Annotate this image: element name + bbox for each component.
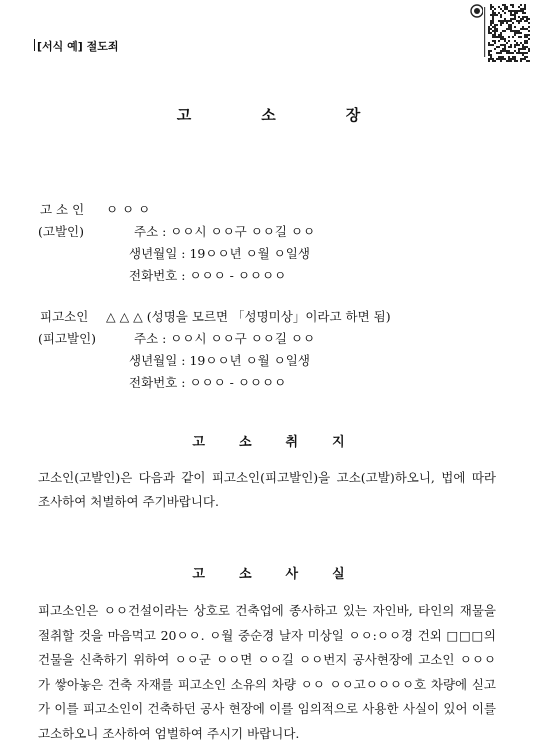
facts-title xyxy=(0,563,537,582)
purpose-body: 고소인(고발인)은 다음과 같이 피고소인(피고발인)을 고소(고발)하오니, 법에 따라 조사하여 처벌하여 주기바랍니다. xyxy=(38,470,496,509)
complainant-label: 고 소 인 xyxy=(40,202,85,217)
purpose-title xyxy=(0,431,537,450)
accused-birth: 생년월일 : 19ㅇㅇ년 ㅇ월 ㅇ일생 xyxy=(129,353,310,368)
form-label xyxy=(34,38,118,54)
form-label-text: [서식 예] 절도죄 xyxy=(37,40,119,53)
title-char: 고 xyxy=(176,106,192,124)
title-char: 소 xyxy=(261,106,276,124)
accused-phone: 전화번호 : ㅇㅇㅇ - ㅇㅇㅇㅇ xyxy=(129,375,287,390)
section-char: 사 xyxy=(285,567,299,582)
accused-address: 주소 : ㅇㅇ시 ㅇㅇ구 ㅇㅇ길 ㅇㅇ xyxy=(134,331,316,346)
left-bracket-bar xyxy=(34,39,35,51)
qr-code-stamp xyxy=(470,2,532,64)
accused-label: 피고소인 xyxy=(40,309,89,324)
complainant-name: ㅇ ㅇ ㅇ xyxy=(106,202,151,217)
facts-body: 피고소인은 ㅇㅇ건설이라는 상호로 건축업에 종사하고 있는 자인바, 타인의 재물을 절취할 것을 마음먹고 20ㅇㅇ. ㅇ월 중순경 날자 미상일 ㅇㅇ:ㅇㅇ경 건외 □□□의 건물을 신축하기 위하여 ㅇㅇ군 ㅇㅇ면 ㅇㅇ길 ㅇㅇ번지 공사현장에 고소인 ㅇㅇㅇ가 쌓아놓은 건축 자재를 피고소인 소유의 차량 ㅇㅇ ㅇㅇ고ㅇㅇㅇㅇ호 차량에 싣고 가 이를 피고소인이 건축하던 공사 현장에 이를 임의적으로 사용한 사실이 있어 이를 고소하오니 조사하여 엄벌하여 주시기 바랍니다. xyxy=(38,603,496,741)
accused-name: △ △ △ (성명을 모르면 「성명미상」이라고 하면 됨) xyxy=(106,309,391,324)
document-title xyxy=(0,104,537,125)
section-char: 취 xyxy=(285,435,299,450)
section-char: 소 xyxy=(238,435,252,450)
section-char: 소 xyxy=(238,567,252,582)
complainant-birth: 생년월일 : 19ㅇㅇ년 ㅇ월 ㅇ일생 xyxy=(129,246,310,261)
section-char: 실 xyxy=(332,567,345,582)
title-char: 장 xyxy=(345,106,361,124)
complainant-sub-label: (고발인) xyxy=(38,224,84,239)
complainant-address: 주소 : ㅇㅇ시 ㅇㅇ구 ㅇㅇ길 ㅇㅇ xyxy=(134,224,316,239)
section-char: 고 xyxy=(192,567,205,582)
section-char: 지 xyxy=(332,435,345,450)
accused-sub-label: (피고발인) xyxy=(38,331,97,346)
complainant-phone: 전화번호 : ㅇㅇㅇ - ㅇㅇㅇㅇ xyxy=(129,268,287,283)
section-char: 고 xyxy=(192,435,205,450)
